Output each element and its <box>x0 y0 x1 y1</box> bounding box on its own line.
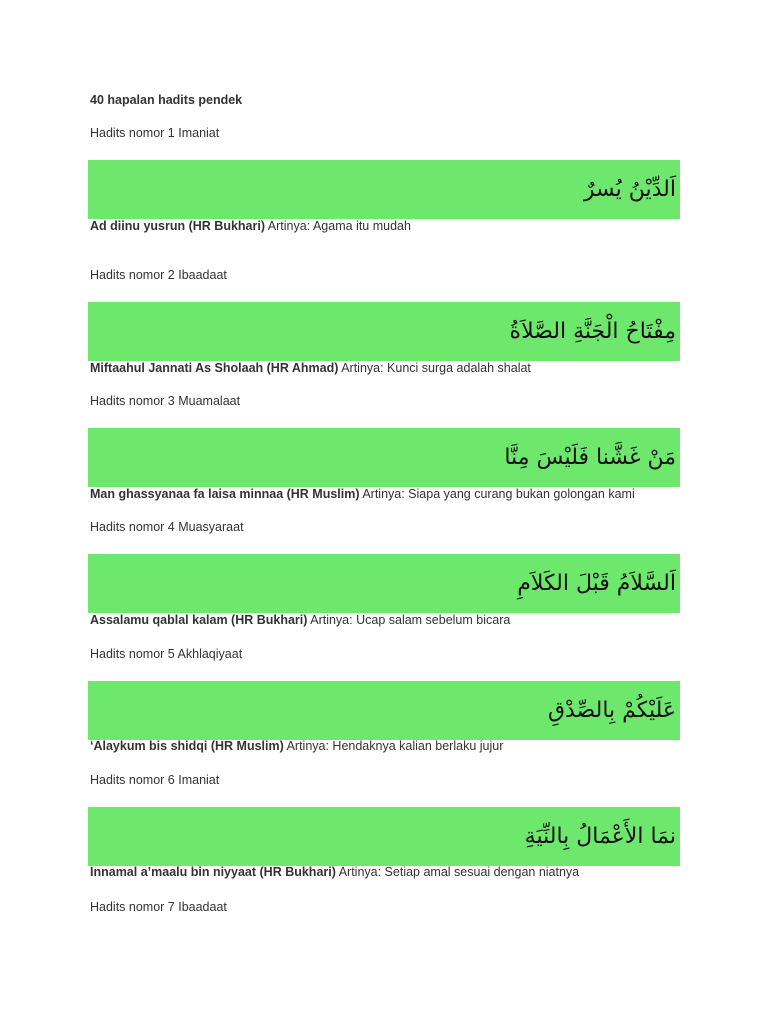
hadith-heading-1: Hadits nomor 1 Imaniat <box>90 126 220 140</box>
arabic-text-6: نمَا الأَعْمَالُ بِالنِّيَةِ <box>524 823 676 849</box>
hadith-heading-5: Hadits nomor 5 Akhlaqiyaat <box>90 647 243 661</box>
arabic-text-1: اَلدِّيْنُ يُسرٌ <box>583 176 676 202</box>
hadith-heading-6: Hadits nomor 6 Imaniat <box>90 773 220 787</box>
hadith-line-5 <box>90 739 503 753</box>
hadith-heading-3: Hadits nomor 3 Muamalaat <box>90 394 241 408</box>
hadith-heading-7: Hadits nomor 7 Ibaadaat <box>90 900 227 914</box>
arabic-text-3: مَنْ غَشَّنا فَلَيْسَ مِنَّا <box>504 444 676 470</box>
arabic-highlight-box-5 <box>88 681 680 740</box>
meaning-2: Artinya: Kunci surga adalah shalat <box>341 361 531 375</box>
meaning-5: Artinya: Hendaknya kalian berlaku jujur <box>286 739 504 753</box>
arabic-highlight-box-6 <box>88 807 680 866</box>
arabic-highlight-box-2 <box>88 302 680 361</box>
transliteration-3: Man ghassyanaa fa laisa minnaa (HR Muslim) <box>90 487 360 501</box>
transliteration-4: Assalamu qablal kalam (HR Bukhari) <box>90 613 308 627</box>
transliteration-6: Innamal a’maalu bin niyyaat (HR Bukhari) <box>90 865 336 879</box>
transliteration-5: ‘Alaykum bis shidqi (HR Muslim) <box>90 739 284 753</box>
hadith-line-6 <box>90 865 579 879</box>
hadith-line-3 <box>90 487 635 501</box>
meaning-1: Artinya: Agama itu mudah <box>267 219 411 233</box>
arabic-highlight-box-1 <box>88 160 680 219</box>
hadith-line-2 <box>90 361 531 375</box>
hadith-heading-2: Hadits nomor 2 Ibaadaat <box>90 268 227 282</box>
meaning-6: Artinya: Setiap amal sesuai dengan niatnya <box>338 865 580 879</box>
document-title: 40 hapalan hadits pendek <box>90 93 243 107</box>
arabic-text-2: مِفْتَاحُ الْجَنَّةِ الصَّلاَةُ <box>509 318 676 344</box>
arabic-highlight-box-4 <box>88 554 680 613</box>
transliteration-1: Ad diinu yusrun (HR Bukhari) <box>90 219 265 233</box>
hadith-line-1 <box>90 219 411 233</box>
arabic-text-4: اَلسَّلاَمُ قَبْلَ الكَلاَمِ <box>517 570 676 596</box>
arabic-highlight-box-3 <box>88 428 680 487</box>
transliteration-2: Miftaahul Jannati As Sholaah (HR Ahmad) <box>90 361 339 375</box>
meaning-4: Artinya: Ucap salam sebelum bicara <box>310 613 511 627</box>
arabic-text-5: عَلَيْكُمْ بِالصِّدْقِ <box>547 697 676 723</box>
meaning-3: Artinya: Siapa yang curang bukan golongan kami <box>362 487 635 501</box>
hadith-line-4 <box>90 613 510 627</box>
hadith-heading-4: Hadits nomor 4 Muasyaraat <box>90 520 244 534</box>
